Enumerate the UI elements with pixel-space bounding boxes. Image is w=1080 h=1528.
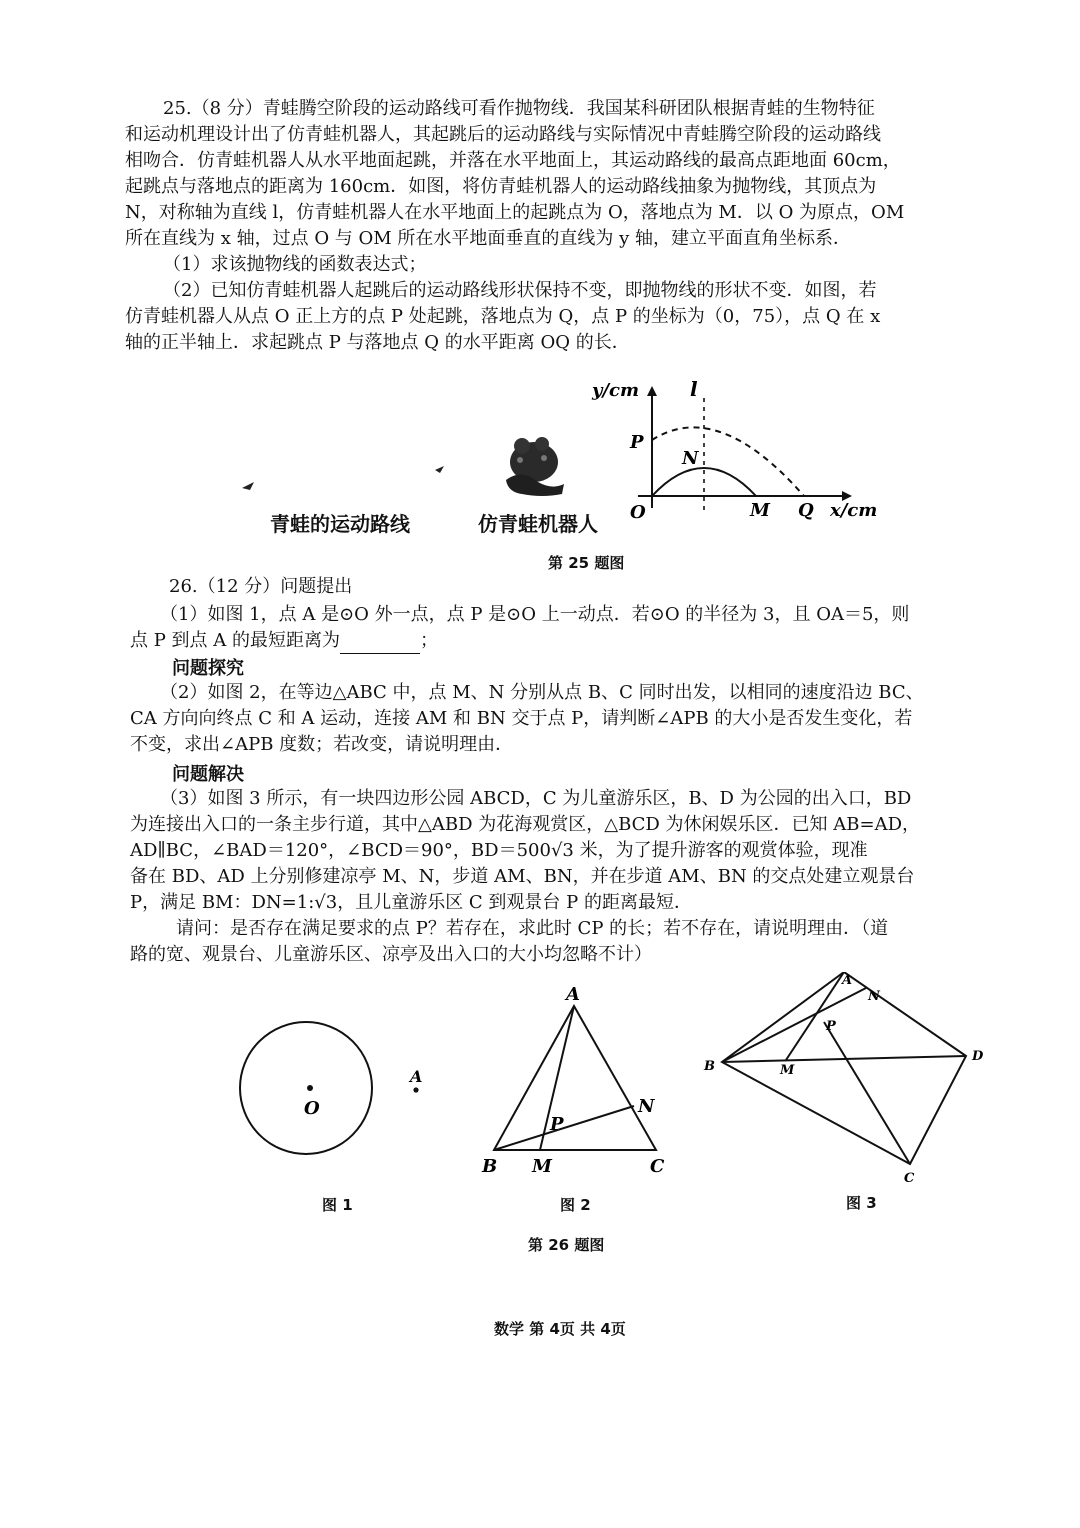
label-O: O: [630, 502, 646, 523]
center-O-dot: [307, 1085, 313, 1091]
fig3-label-P: P: [826, 1019, 836, 1034]
q26-figure-title: 第 26 题图: [528, 1236, 605, 1254]
q25-line-4: 起跳点与落地点的距离为 160cm．如图，将仿青蛙机器人的运动路线抽象为抛物线，其顶点为: [125, 176, 877, 197]
robot-frog-image: [492, 430, 572, 500]
x-axis-label: x/cm: [830, 500, 878, 521]
q26-title: 26.（12 分）问题提出: [169, 576, 353, 597]
page-footer: 数学 第 4页 共 4页: [494, 1320, 626, 1338]
fig2-label-A: A: [566, 984, 580, 1005]
frog-end-mark: [435, 466, 444, 473]
y-axis-arrow-icon: [647, 386, 657, 396]
q26-title-block: [125, 574, 985, 600]
fig3-label-A: A: [842, 973, 853, 988]
fig2-label-C: C: [650, 1156, 665, 1177]
q25-line-5: N，对称轴为直线 l，仿青蛙机器人在水平地面上的起跳点为 O，落地点为 M．以 O 为原点，OM: [125, 202, 905, 223]
segment-PC: [824, 1022, 910, 1164]
q25-sub2-line-1: （2）已知仿青蛙机器人起跳后的运动路线形状保持不变，即抛物线的形状不变．如图，若: [163, 280, 877, 301]
triangle-ABC: [494, 1006, 656, 1150]
q26-part3-line-3: AD∥BC，∠BAD＝120°，∠BCD＝90°，BD＝500√3 米，为了提升游客的观赏体验，现准: [130, 840, 868, 861]
segment-AM: [786, 972, 844, 1060]
q25-sub1: （1）求该抛物线的函数表达式；: [163, 254, 427, 275]
frog-path-caption: 青蛙的运动路线: [270, 512, 410, 536]
q26-part2-line-3: 不变，求出∠APB 度数；若改变，请说明理由．: [130, 734, 514, 755]
q25-line-3: 相吻合．仿青蛙机器人从水平地面起跳，并落在水平地面上，其运动路线的最高点距地面 60cm，: [125, 150, 901, 171]
q26-part1-end: ；: [420, 630, 438, 651]
fig1-label-O: O: [304, 1098, 320, 1119]
figure-2: [476, 980, 686, 1180]
q25-sub2-line-2: 仿青蛙机器人从点 O 正上方的点 P 处起跳，落地点为 Q，点 P 的坐标为（0，75），点 Q 在 x: [125, 306, 881, 327]
fig2-label-P: P: [550, 1114, 564, 1135]
fig1-label-A: A: [410, 1067, 423, 1086]
circle-O: [240, 1022, 372, 1154]
segment-BN: [722, 988, 866, 1062]
q25-figure-title: 第 25 题图: [548, 554, 625, 572]
heading-solve: 问题解决: [172, 764, 244, 785]
fig3-label-C: C: [904, 1171, 915, 1186]
label-P: P: [630, 432, 644, 453]
q26-part1: [130, 602, 990, 654]
fig3-label-B: B: [704, 1059, 715, 1074]
q25-line-1: 25.（8 分）青蛙腾空阶段的运动路线可看作抛物线．我国某科研团队根据青蛙的生物特征: [163, 98, 875, 119]
label-M: M: [750, 500, 770, 521]
fig3-caption: 图 3: [846, 1194, 877, 1212]
q26-part1-line-2-text: 点 P 到点 A 的最短距离为: [130, 630, 340, 651]
fig3-label-M: M: [780, 1063, 795, 1078]
q25-sub2-line-3: 轴的正半轴上．求起跳点 P 与落地点 Q 的水平距离 OQ 的长．: [125, 332, 630, 353]
q25-line-2: 和运动机理设计出了仿青蛙机器人，其起跳后的运动路线与实际情况中青蛙腾空阶段的运动路线: [125, 124, 881, 145]
q25-statement: [125, 96, 985, 356]
q26-part2: [130, 680, 990, 758]
frog-path-figure: [230, 440, 460, 500]
figure-3: [700, 972, 1000, 1192]
label-N: N: [682, 448, 699, 469]
fig3-label-N: N: [868, 989, 880, 1004]
fig2-caption: 图 2: [560, 1196, 591, 1214]
fig1-caption: 图 1: [322, 1196, 353, 1214]
q26-part3-line-5: P，满足 BM：DN=1:√3，且儿童游乐区 C 到观景台 P 的距离最短．: [130, 892, 692, 913]
point-A-dot: [413, 1087, 418, 1092]
label-Q: Q: [798, 500, 814, 521]
q26-part3-line-7: 路的宽、观景台、儿童游乐区、凉亭及出入口的大小均忽略不计）: [130, 944, 652, 965]
q25-line-6: 所在直线为 x 轴，过点 O 与 OM 所在水平地面垂直的直线为 y 轴，建立平面直角坐标系．: [125, 228, 852, 249]
parabola-dashed: [652, 427, 804, 496]
heading-explore: 问题探究: [172, 658, 244, 679]
fig2-label-N: N: [638, 1096, 655, 1117]
frog-start-mark: [242, 482, 254, 490]
q26-part3: [130, 786, 990, 968]
q26-part1-line-1: （1）如图 1，点 A 是⊙O 外一点，点 P 是⊙O 上一动点．若⊙O 的半径为 3，且 OA＝5，则: [160, 604, 910, 625]
answer-blank[interactable]: [340, 635, 420, 654]
fig3-label-D: D: [972, 1049, 984, 1064]
q26-part3-line-4: 备在 BD、AD 上分别修建凉亭 M、N，步道 AM、BN，并在步道 AM、BN 的交点处建立观景台: [130, 866, 915, 887]
q26-part2-line-1: （2）如图 2，在等边△ABC 中，点 M、N 分别从点 B、C 同时出发，以相同的速度沿边 BC、: [160, 682, 924, 703]
parabola-graph: [590, 378, 900, 528]
robot-frog-caption: 仿青蛙机器人: [478, 512, 598, 536]
y-axis-label: y/cm: [592, 380, 640, 401]
figure-1: [230, 1018, 440, 1168]
q26-part1-line-2: [130, 628, 990, 654]
q26-part3-line-6: 请问：是否存在满足要求的点 P？若存在，求此时 CP 的长；若不存在，请说明理由．（道: [176, 918, 889, 939]
fig2-label-M: M: [532, 1156, 552, 1177]
label-l: l: [690, 378, 698, 401]
q26-part3-line-2: 为连接出入口的一条主步行道，其中△ABD 为花海观赏区，△BCD 为休闲娱乐区．已知 AB=AD，: [130, 814, 921, 835]
q26-part3-line-1: （3）如图 3 所示，有一块四边形公园 ABCD，C 为儿童游乐区，B、D 为公园的出入口，BD: [160, 788, 912, 809]
quadrilateral-ABCD: [722, 972, 966, 1164]
fig2-label-B: B: [482, 1156, 498, 1177]
q26-part2-line-2: CA 方向向终点 C 和 A 运动，连接 AM 和 BN 交于点 P，请判断∠APB 的大小是否发生变化，若: [130, 708, 913, 729]
